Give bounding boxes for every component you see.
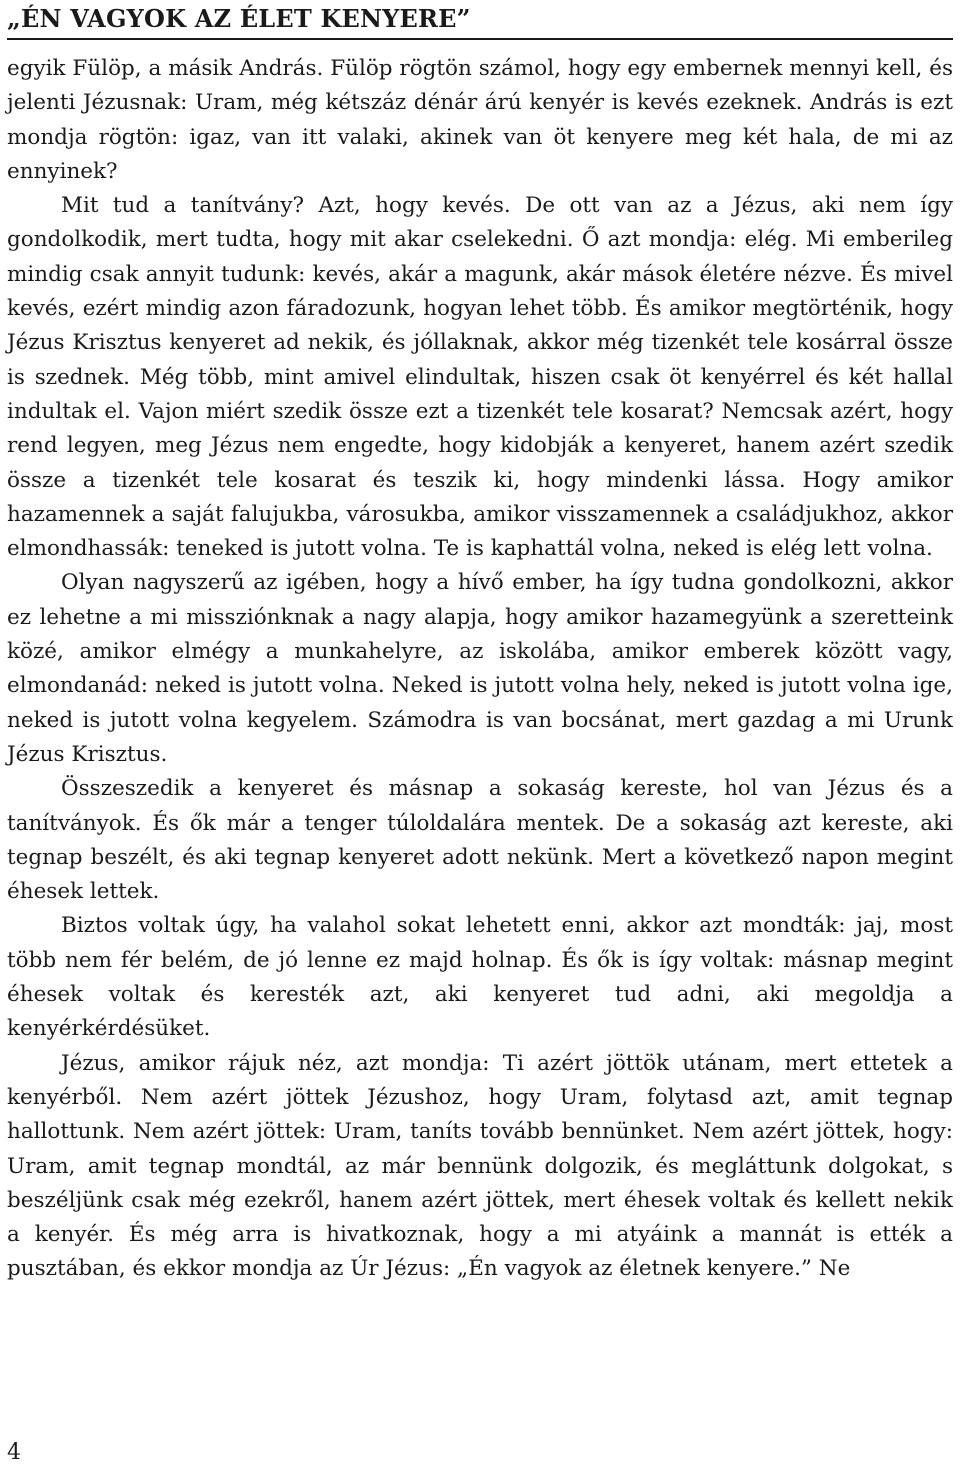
page-number: 4 [7, 1440, 21, 1465]
paragraph: Összeszedik a kenyeret és másnap a sokaság kereste, hol van Jézus és a tanítványok. És ők már a tenger túloldalára mentek. De a sokaság azt kereste, aki tegnap beszélt, és aki tegnap kenyeret adott nekünk. Mert a következő napon megint éhesek lettek. [7, 776, 953, 905]
body-text [7, 52, 953, 1287]
paragraph: Mit tud a tanítvány? Azt, hogy kevés. De ott van az a Jézus, aki nem így gondolkodik, mert tudta, hogy mit akar cselekedni. Ő azt mondja: elég. Mi emberileg mindig csak annyit tudunk: kevés, akár a magunk, akár mások életére nézve. És mivel kevés, ezért mindig azon fáradozunk, hogyan lehet több. És amikor megtörténik, hogy Jézus Krisztus kenyeret ad nekik, és jóllaknak, akkor még tizenkét tele kosárral össze is szednek. Még több, mint amivel elindultak, hiszen csak öt kenyérrel és két hallal indultak el. Vajon miért szedik össze ezt a tizenkét tele kosarat? Nemcsak azért, hogy rend legyen, meg Jézus nem engedte, hogy kidobják a kenyeret, hanem azért szedik össze a tizenkét tele kosarat és teszik ki, hogy mindenki lássa. Hogy amikor hazamennek a saját falujukba, városukba, amikor visszamennek a családjukhoz, akkor elmondhassák: teneked is jutott volna. Te is kaphattál volna, neked is elég lett volna. [7, 193, 953, 562]
paragraph: egyik Fülöp, a másik András. Fülöp rögtön számol, hogy egy embernek mennyi kell, és jelenti Jézusnak: Uram, még kétszáz dénár árú kenyér is kevés ezeknek. András is ezt mondja rögtön: igaz, van itt valaki, akinek van öt kenyere meg két hala, de mi az ennyinek? [7, 56, 953, 184]
paragraph: Olyan nagyszerű az igében, hogy a hívő ember, ha így tudna gondolkozni, akkor ez lehetne a mi missziónknak a nagy alapja, hogy amikor hazamegyünk a szeretteink közé, amikor elmégy a munkahelyre, az iskolába, amikor emberek között vagy, elmondanád: neked is jutott volna. Neked is jutott volna hely, neked is jutott volna ige, neked is jutott volna kegyelem. Számodra is van bocsánat, mert gazdag a mi Urunk Jézus Krisztus. [7, 570, 953, 767]
paragraph: Biztos voltak úgy, ha valahol sokat lehetett enni, akkor azt mondták: jaj, most több nem fér belém, de jó lenne ez majd holnap. És ők is így voltak: másnap megint éhesek voltak és keresték azt, aki kenyeret tud adni, aki megoldja a kenyérkérdésüket. [7, 913, 953, 1042]
paragraph: Jézus, amikor rájuk néz, azt mondja: Ti azért jöttök utánam, mert ettetek a kenyérből. Nem azért jöttek Jézushoz, hogy Uram, folytasd azt, amit tegnap hallottunk. Nem azért jöttek: Uram, taníts tovább bennünket. Nem azért jöttek, hogy: Uram, amit tegnap mondtál, az már bennünk dolgozik, és megláttunk dolgokat, s beszéljünk csak még ezekről, hanem azért jöttek, mert éhesek voltak és kellett nekik a kenyér. És még arra is hivatkoznak, hogy a mi atyáink a mannát is ették a pusztában, és ekkor mondja az Úr Jézus: „Én vagyok az életnek kenyere.” Ne [7, 1050, 953, 1282]
running-header-title: „ÉN VAGYOK AZ ÉLET KENYERE” [7, 2, 953, 40]
